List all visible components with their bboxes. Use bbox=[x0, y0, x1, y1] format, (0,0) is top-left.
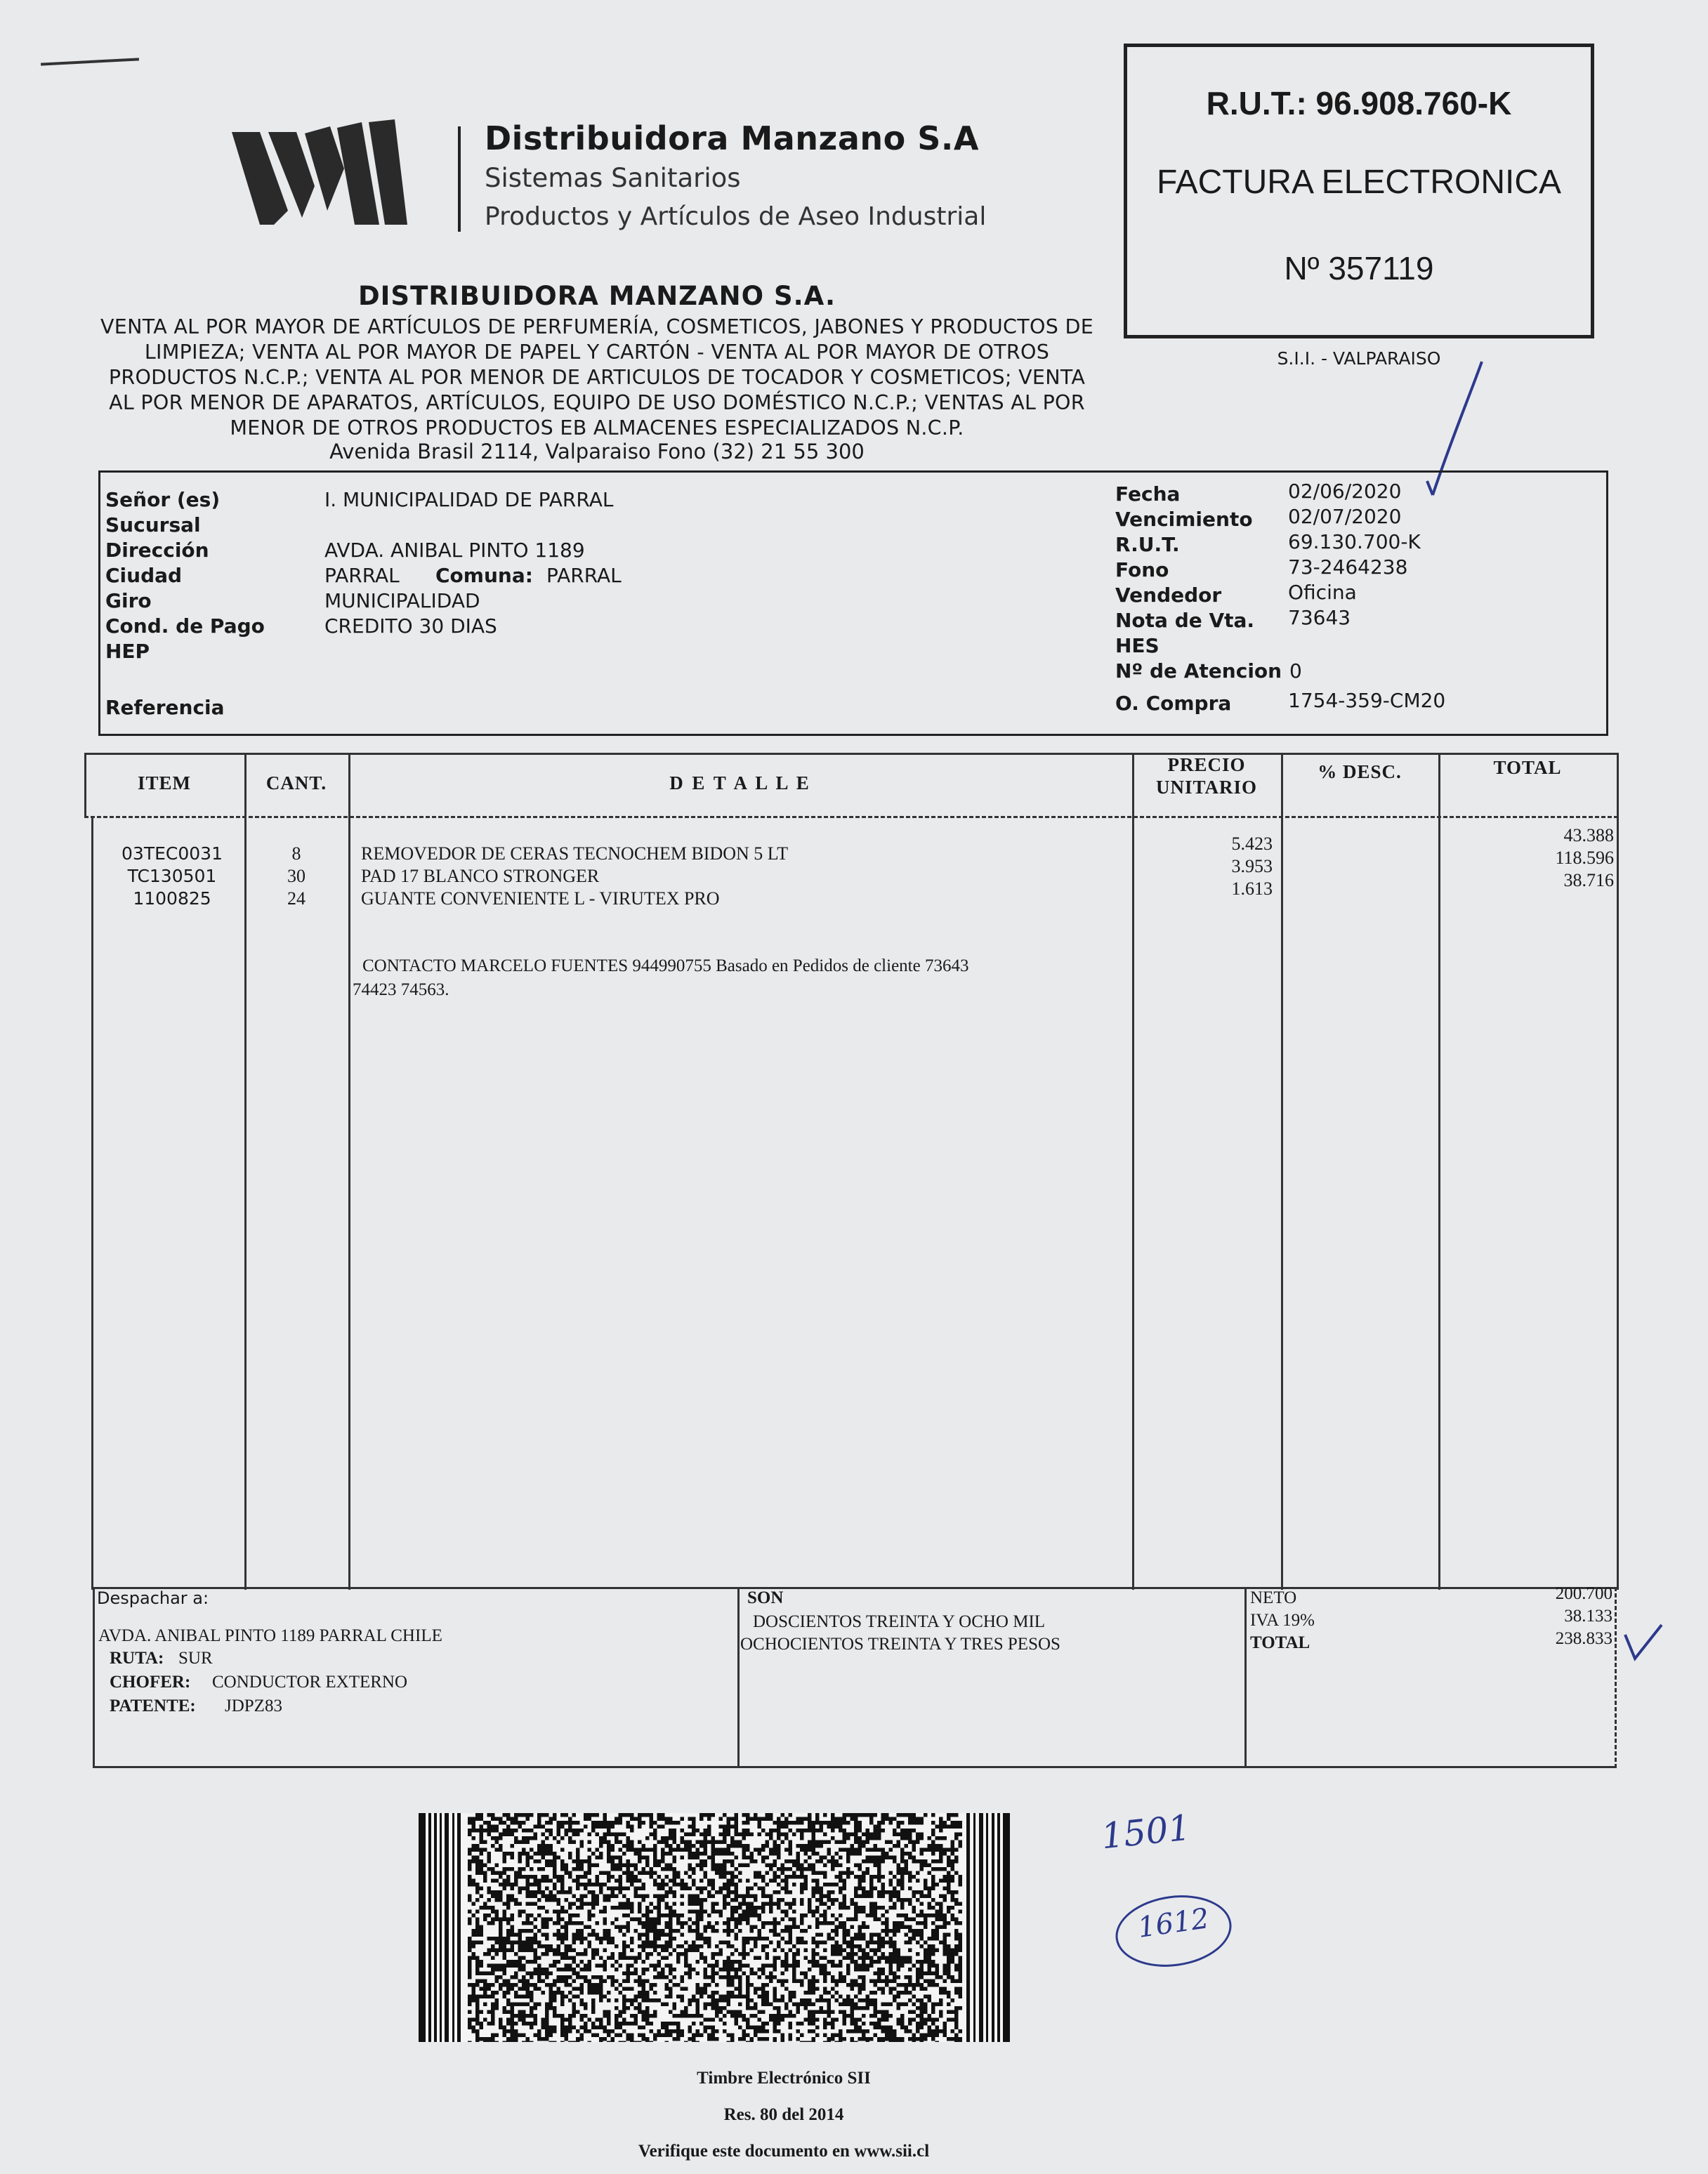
activity-line: MENOR DE OTROS PRODUCTOS EB ALMACENES ESPECIALIZADOS N.C.P. bbox=[230, 416, 964, 440]
dispatch-chofer-value: CONDUCTOR EXTERNO bbox=[212, 1673, 408, 1692]
label-sucursal: Sucursal bbox=[105, 513, 201, 536]
company-logo bbox=[232, 119, 407, 225]
logo-divider bbox=[458, 126, 461, 232]
iva-label: IVA 19% bbox=[1250, 1611, 1315, 1630]
neto-label: NETO bbox=[1250, 1588, 1297, 1607]
stamp-resolution: Res. 80 del 2014 bbox=[723, 2105, 844, 2124]
dispatch-patente-value: JDPZ83 bbox=[225, 1697, 282, 1715]
dispatch-title: Despachar a: bbox=[97, 1588, 209, 1608]
label-fono: Fono bbox=[1115, 558, 1169, 581]
label-orden-compra: O. Compra bbox=[1115, 692, 1232, 715]
value-cond-pago: CREDITO 30 DIAS bbox=[324, 614, 497, 638]
item-qty: 24 bbox=[287, 888, 306, 909]
value-ciudad: PARRAL bbox=[324, 564, 400, 587]
item-detail: PAD 17 BLANCO STRONGER bbox=[361, 866, 600, 886]
company-tagline-2: Productos y Artículos de Aseo Industrial bbox=[485, 202, 987, 231]
value-vendedor: Oficina bbox=[1288, 581, 1357, 604]
item-total: 43.388 bbox=[1563, 825, 1614, 845]
son-line1: DOSCIENTOS TREINTA Y OCHO MIL bbox=[753, 1612, 1046, 1631]
value-giro: MUNICIPALIDAD bbox=[324, 589, 480, 612]
total-value: 238.833 bbox=[1555, 1629, 1612, 1648]
handwritten-note-2: 1612 bbox=[1136, 1902, 1211, 1944]
neto-value: 200.700 bbox=[1555, 1584, 1612, 1603]
items-table bbox=[84, 753, 1619, 1590]
dispatch-chofer-label: CHOFER: bbox=[110, 1673, 191, 1692]
label-nota-vta: Nota de Vta. bbox=[1115, 609, 1255, 632]
item-code: 03TEC0031 bbox=[121, 843, 223, 864]
item-price: 3.953 bbox=[1231, 856, 1273, 876]
dispatch-ruta-value: SUR bbox=[178, 1649, 213, 1668]
son-line2: OCHOCIENTOS TREINTA Y TRES PESOS bbox=[740, 1635, 1060, 1654]
value-direccion: AVDA. ANIBAL PINTO 1189 bbox=[324, 539, 585, 562]
document-number: Nº 357119 bbox=[1284, 250, 1434, 286]
label-comuna: Comuna: bbox=[435, 564, 533, 587]
item-total: 38.716 bbox=[1563, 870, 1614, 890]
handwritten-note-1: 1501 bbox=[1099, 1807, 1193, 1857]
value-nro-atencion: 0 bbox=[1289, 659, 1302, 683]
item-total: 118.596 bbox=[1555, 848, 1614, 868]
label-giro: Giro bbox=[105, 589, 152, 612]
pdf417-barcode bbox=[419, 1813, 1010, 2042]
order-note-line1: CONTACTO MARCELO FUENTES 944990755 Basado en Pedidos de cliente 73643 bbox=[362, 956, 969, 975]
header-desc: % DESC. bbox=[1318, 761, 1402, 782]
issuer-activity bbox=[70, 315, 1124, 441]
label-cond-pago: Cond. de Pago bbox=[105, 614, 265, 638]
value-nota-vta: 73643 bbox=[1288, 606, 1351, 629]
total-label: TOTAL bbox=[1250, 1633, 1310, 1652]
dispatch-patente-label: PATENTE: bbox=[110, 1697, 196, 1715]
item-price: 5.423 bbox=[1231, 834, 1273, 854]
value-rut-cliente: 69.130.700-K bbox=[1288, 530, 1421, 553]
label-hep: HEP bbox=[105, 640, 150, 663]
label-rut-cliente: R.U.T. bbox=[1115, 533, 1180, 556]
item-detail: GUANTE CONVENIENTE L - VIRUTEX PRO bbox=[361, 888, 720, 909]
company-brand-name: Distribuidora Manzano S.A bbox=[485, 119, 979, 157]
label-hes: HES bbox=[1115, 634, 1160, 657]
header-total: TOTAL bbox=[1493, 757, 1562, 778]
item-qty: 8 bbox=[291, 843, 301, 864]
issuer-address: Avenida Brasil 2114, Valparaiso Fono (32) 21 55 300 bbox=[329, 440, 865, 463]
label-senor: Señor (es) bbox=[105, 488, 221, 511]
value-fecha: 02/06/2020 bbox=[1288, 480, 1402, 503]
dispatch-ruta-label: RUTA: bbox=[110, 1649, 164, 1668]
value-vencimiento: 02/07/2020 bbox=[1288, 505, 1402, 528]
activity-line: VENTA AL POR MAYOR DE ARTÍCULOS DE PERFUMERÍA, COSMETICOS, JABONES Y PRODUCTOS DE bbox=[100, 315, 1094, 338]
item-price: 1.613 bbox=[1231, 878, 1273, 899]
value-senor: I. MUNICIPALIDAD DE PARRAL bbox=[324, 488, 614, 511]
label-fecha: Fecha bbox=[1115, 482, 1181, 506]
value-fono: 73-2464238 bbox=[1288, 555, 1408, 579]
document-type: FACTURA ELECTRONICA bbox=[1156, 164, 1562, 201]
stamp-verify: Verifique este documento en www.sii.cl bbox=[638, 2142, 930, 2161]
iva-value: 38.133 bbox=[1564, 1607, 1612, 1626]
issuer-rut: R.U.T.: 96.908.760-K bbox=[1206, 85, 1512, 121]
label-direccion: Dirección bbox=[105, 539, 209, 562]
son-label: SON bbox=[747, 1588, 784, 1607]
item-code: TC130501 bbox=[127, 866, 217, 886]
item-detail: REMOVEDOR DE CERAS TECNOCHEM BIDON 5 LT bbox=[361, 843, 789, 864]
label-nro-atencion: Nº de Atencion bbox=[1115, 659, 1282, 683]
header-precio: PRECIO bbox=[1167, 754, 1246, 775]
pen-check-mark-total bbox=[1622, 1622, 1664, 1664]
item-code: 1100825 bbox=[133, 888, 211, 909]
label-vendedor: Vendedor bbox=[1115, 584, 1222, 607]
value-comuna: PARRAL bbox=[546, 564, 622, 587]
label-vencimiento: Vencimiento bbox=[1115, 508, 1253, 531]
activity-line: PRODUCTOS N.C.P.; VENTA AL POR MENOR DE ARTICULOS DE TOCADOR Y COSMETICOS; VENTA bbox=[108, 366, 1086, 389]
totals-box bbox=[93, 1584, 1617, 1768]
header-detalle: D E T A L L E bbox=[669, 772, 811, 793]
dispatch-address: AVDA. ANIBAL PINTO 1189 PARRAL CHILE bbox=[98, 1626, 442, 1645]
activity-line: LIMPIEZA; VENTA AL POR MAYOR DE PAPEL Y CARTÓN - VENTA AL POR MAYOR DE OTROS bbox=[144, 341, 1050, 364]
scan-mark bbox=[41, 58, 139, 65]
sii-office: S.I.I. - VALPARAISO bbox=[1277, 348, 1441, 369]
header-unitario: UNITARIO bbox=[1155, 777, 1257, 798]
header-cant: CANT. bbox=[265, 772, 327, 793]
item-qty: 30 bbox=[287, 866, 306, 886]
company-tagline-1: Sistemas Sanitarios bbox=[485, 163, 741, 193]
order-note-line2: 74423 74563. bbox=[353, 980, 449, 999]
label-referencia: Referencia bbox=[105, 696, 225, 719]
issuer-legal-name: DISTRIBUIDORA MANZANO S.A. bbox=[357, 281, 836, 311]
value-orden-compra: 1754-359-CM20 bbox=[1288, 689, 1446, 712]
header-item: ITEM bbox=[137, 772, 191, 793]
activity-line: AL POR MENOR DE APARATOS, ARTÍCULOS, EQUIPO DE USO DOMÉSTICO N.C.P.; VENTAS AL POR bbox=[109, 391, 1085, 414]
stamp-title: Timbre Electrónico SII bbox=[697, 2069, 871, 2088]
label-ciudad: Ciudad bbox=[105, 564, 183, 587]
